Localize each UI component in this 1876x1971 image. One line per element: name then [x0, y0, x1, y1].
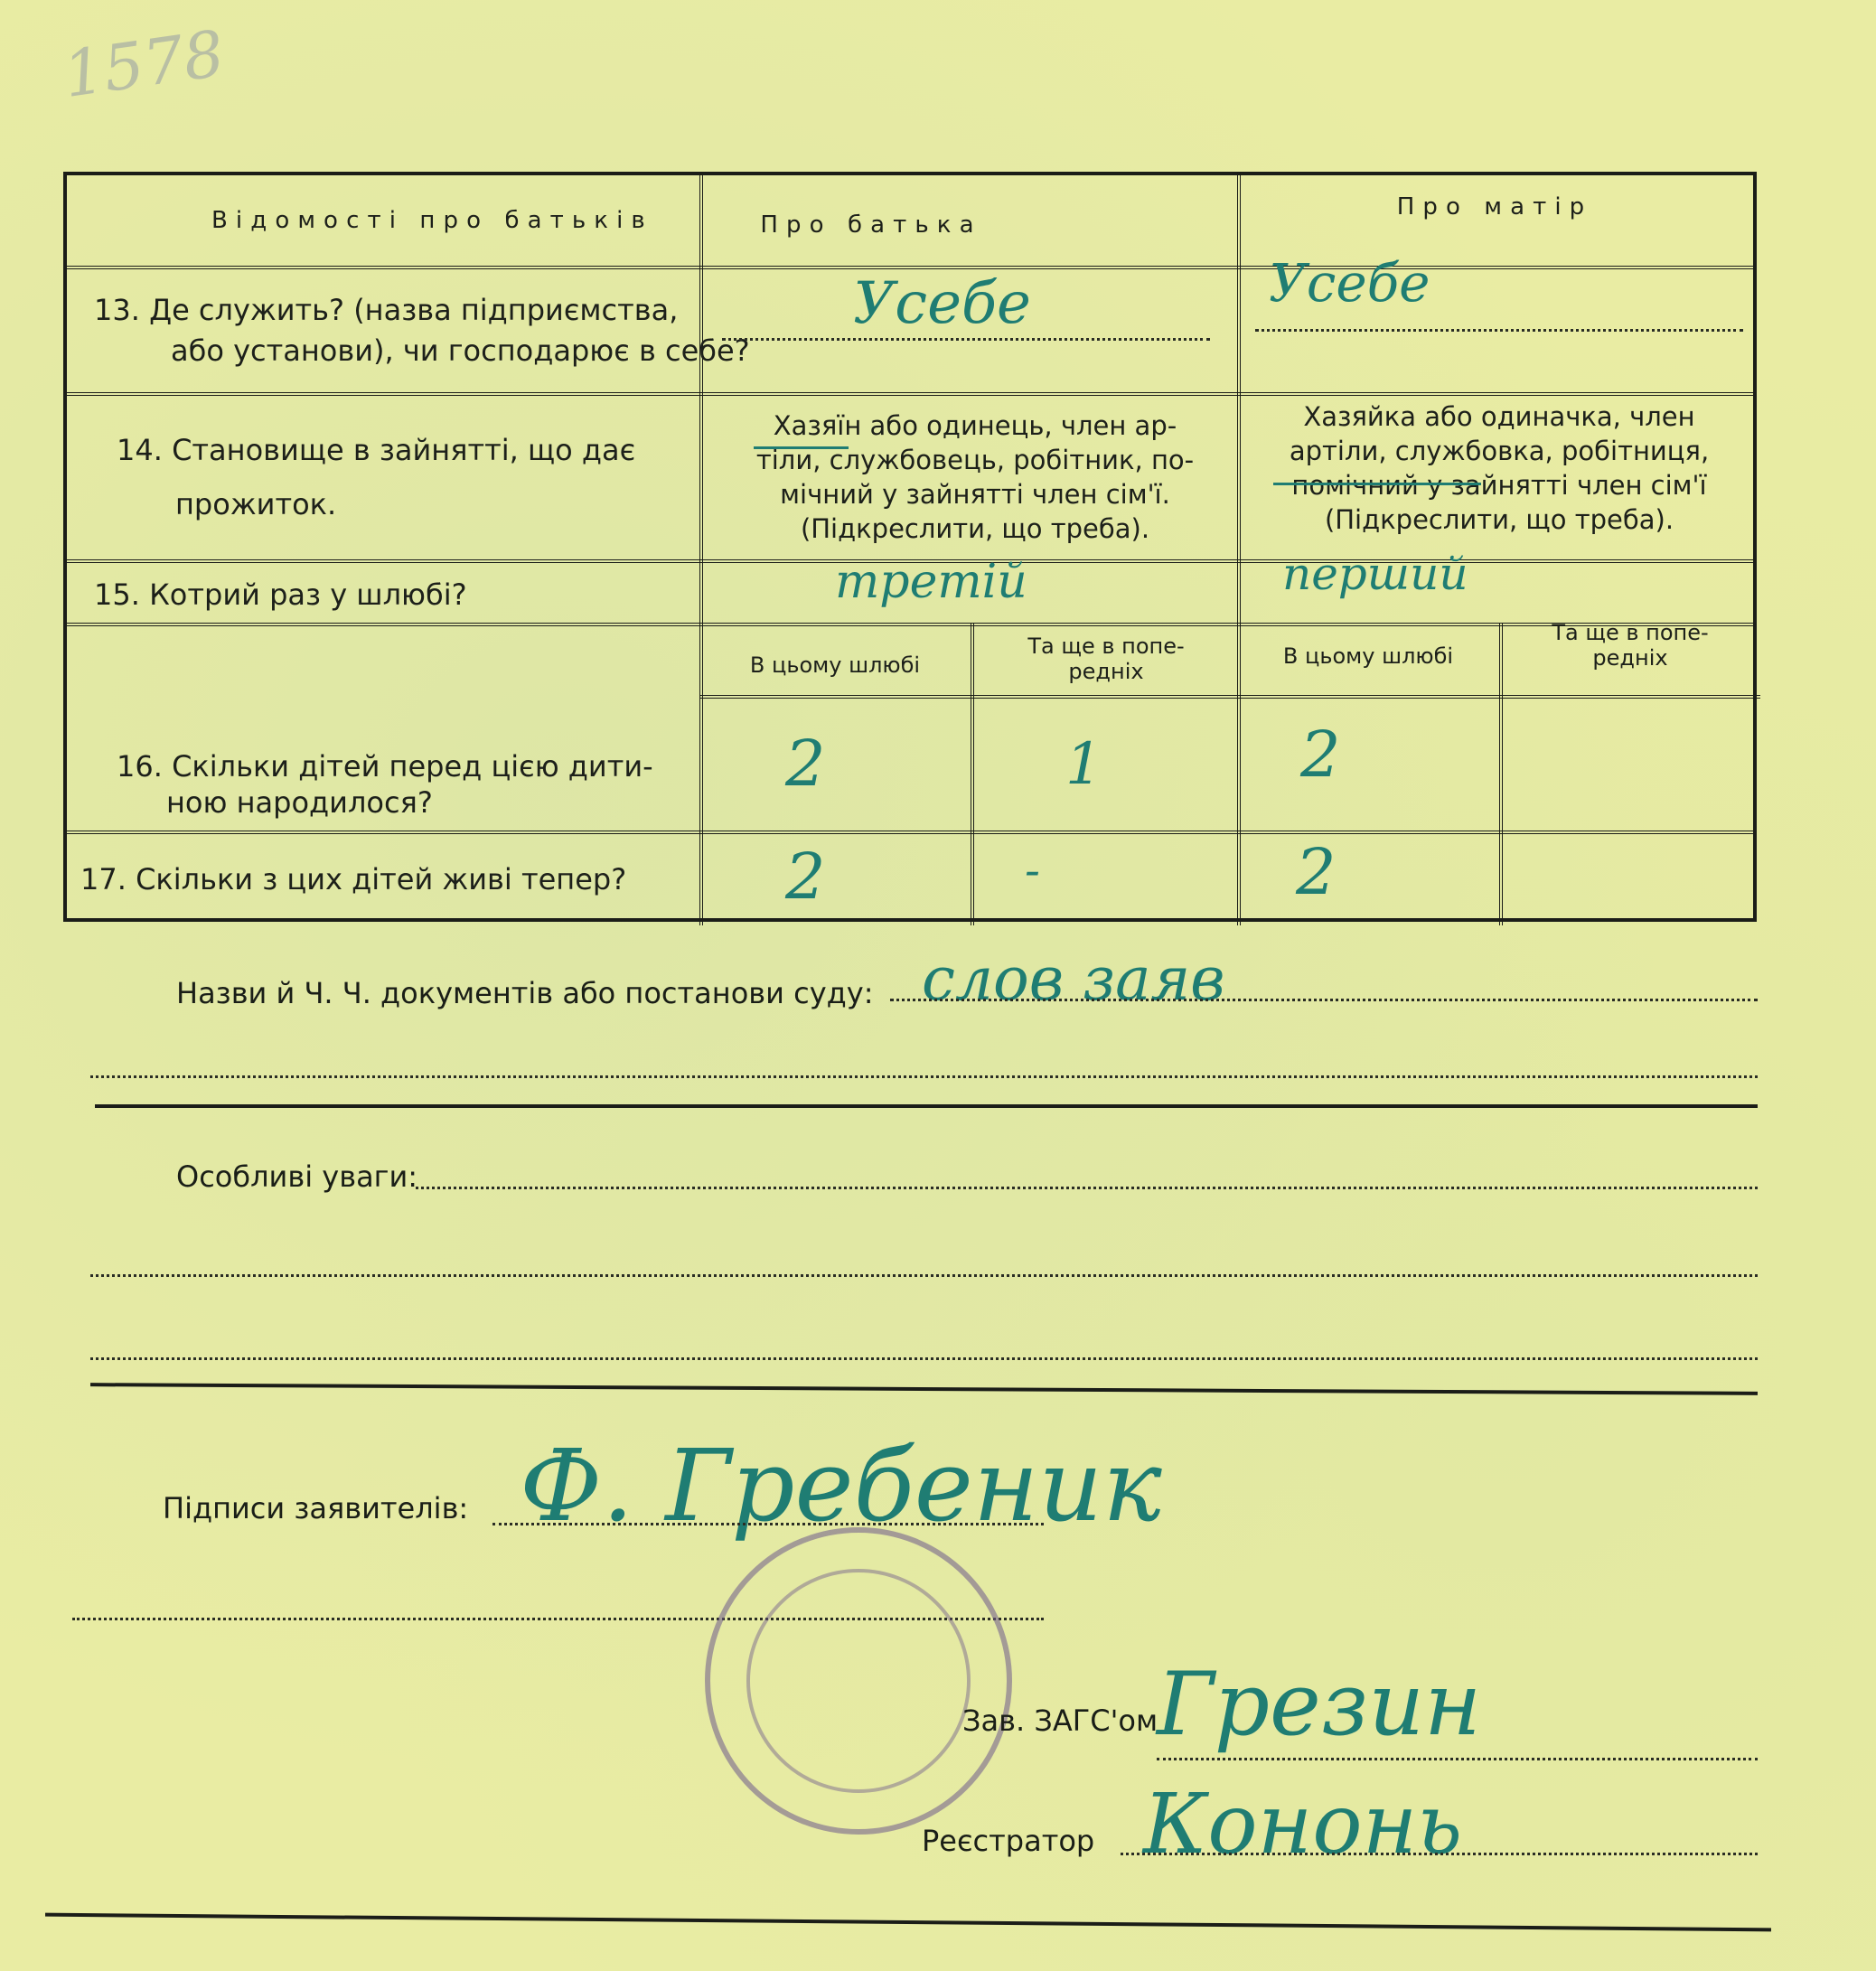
row13-label-cont: або установи), чи господарює в себе? — [171, 333, 750, 368]
dotted-line — [416, 1187, 1758, 1189]
dotted-line — [90, 1357, 1758, 1360]
applicant-signatures-label: Підписи заявителів: — [163, 1491, 469, 1525]
documents-label: Назви й Ч. Ч. документів або постанови суду: — [176, 976, 874, 1010]
dotted-line — [722, 338, 1210, 341]
option-line: (Підкреслити, що треба). — [800, 513, 1150, 544]
registrar-label: Реєстратор — [922, 1824, 1095, 1858]
row17-mother-this-value: 2 — [1296, 835, 1337, 909]
pencil-archive-number: 1578 — [59, 16, 229, 112]
option-line: Хазяйка або одиначка, член — [1303, 401, 1695, 432]
row16-label-cont: ною народилося? — [166, 785, 433, 820]
handwritten-underline — [1273, 483, 1481, 485]
option-line: тіли, службовець, робітник, по- — [755, 445, 1195, 475]
applicant-signature: Ф. Гребеник — [520, 1428, 1162, 1544]
table-rule — [699, 175, 703, 925]
row15-father-value: третій — [835, 555, 1027, 609]
option-line: (Підкреслити, що треба). — [1324, 504, 1674, 535]
row14-mother-options — [1255, 399, 1743, 537]
row13-father-value: Усебе — [853, 270, 1031, 337]
documents-value: слов заяв — [922, 944, 1225, 1014]
row17-label: 17. Скільки з цих дітей живі тепер? — [80, 862, 627, 896]
remarks-label: Особливі уваги: — [176, 1159, 418, 1194]
handwritten-underline — [754, 446, 849, 449]
table-rule — [67, 392, 1753, 396]
dotted-line — [90, 1274, 1758, 1277]
zags-head-signature: Грезин — [1157, 1654, 1482, 1755]
option-line: помічний у зайнятті член сім'ї — [1291, 470, 1707, 501]
subheader-previous-mother — [1552, 620, 1708, 671]
parents-info-table — [63, 172, 1757, 922]
dotted-line — [1121, 1853, 1758, 1855]
row16-mother-this-value: 2 — [1300, 718, 1341, 792]
row14-label-cont: прожиток. — [175, 487, 337, 521]
subheader-line: редніх — [1068, 659, 1144, 684]
dotted-line — [890, 999, 1758, 1001]
header-parents-info: Відомості про батьків — [211, 207, 653, 234]
table-rule — [699, 695, 1760, 699]
row17-father-this-value: 2 — [785, 840, 826, 914]
section-divider — [95, 1104, 1758, 1108]
header-father: Про батька — [760, 211, 982, 239]
table-rule — [1499, 623, 1503, 925]
subheader-line: Та ще в попе- — [1027, 634, 1185, 659]
subheader-line: Та ще в попе- — [1552, 620, 1709, 645]
subheader-this-marriage-mother: В цьому шлюбі — [1282, 643, 1454, 669]
dotted-line — [492, 1523, 1044, 1525]
option-line: артіли, службовка, робітниця, — [1289, 436, 1710, 466]
subheader-line: редніх — [1592, 645, 1668, 671]
row16-father-this-value: 2 — [785, 727, 826, 801]
row14-label: 14. Становище в зайнятті, що дає — [117, 433, 636, 467]
bottom-rule — [45, 1913, 1771, 1932]
option-line: Хазяїн або одинець, член ар- — [773, 410, 1177, 441]
table-rule — [1237, 175, 1241, 925]
official-seal-inner-ring — [746, 1569, 971, 1793]
subheader-previous-father — [1027, 634, 1184, 684]
dotted-line — [1255, 329, 1743, 332]
row13-mother-value: Усебе — [1269, 252, 1430, 314]
dotted-line — [1157, 1758, 1758, 1760]
option-line: мічний у зайнятті член сім'ї. — [780, 479, 1170, 510]
table-rule — [971, 623, 974, 925]
table-rule — [67, 266, 1753, 269]
dotted-line — [90, 1075, 1758, 1078]
section-divider — [90, 1383, 1758, 1395]
header-mother: Про матір — [1396, 193, 1593, 221]
row16-label: 16. Скільки дітей перед цією дити- — [117, 749, 653, 784]
row17-father-prev-value: - — [1025, 844, 1040, 896]
subheader-this-marriage-father: В цьому шлюбі — [749, 652, 921, 678]
registrar-signature: Кононь — [1143, 1776, 1463, 1872]
zags-head-label: Зав. ЗАГС'ом — [962, 1704, 1158, 1738]
row16-father-prev-value: 1 — [1065, 731, 1102, 798]
row15-label: 15. Котрий раз у шлюбі? — [94, 577, 467, 612]
row14-father-options — [731, 408, 1219, 546]
row15-mother-value: перший — [1282, 548, 1468, 600]
row13-label: 13. Де служить? (назва підприємства, — [94, 293, 679, 327]
official-seal-stamp — [705, 1527, 1012, 1835]
